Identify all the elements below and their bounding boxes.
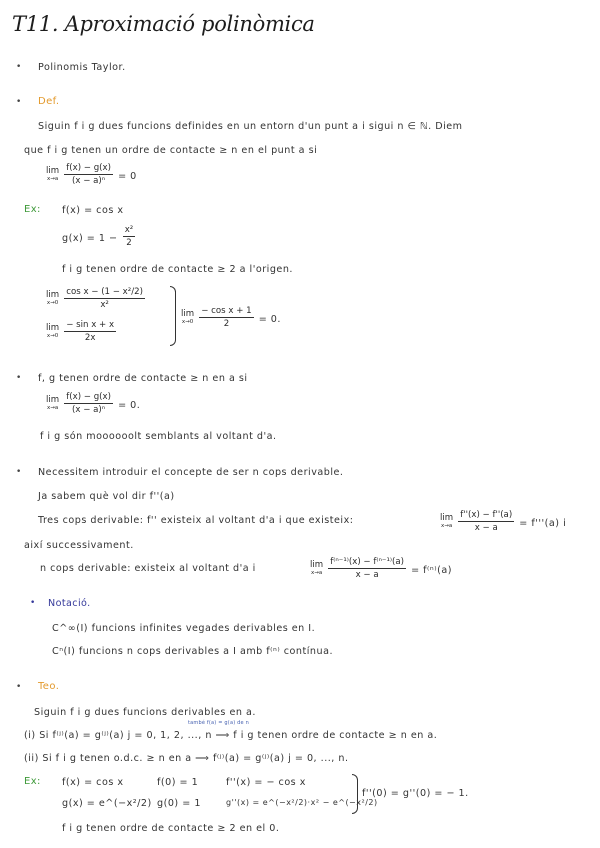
page-title: T11. Aproximació polinòmica (12, 12, 315, 36)
derivability-intro: Necessitem introduir el concepte de ser n cops derivable. (38, 467, 344, 478)
contact-limit: lim x→a $\frac{f(x) - g(x)}{\text{(x − a)ⁿ}}$ = 0. (46, 392, 141, 415)
example2-conclusion: f i g tenen ordre de contacte ≥ 2 en el 0. (62, 823, 280, 834)
similarity-note: f i g són moooooolt semblants al voltant d'a. (40, 431, 277, 442)
bullet-dot: • (16, 373, 22, 383)
bullet-dot: • (16, 97, 22, 107)
theorem-margin-note: també f(a) = g(a) de n (188, 720, 249, 726)
bullet-dot: • (30, 598, 36, 608)
bullet-dot: • (16, 62, 22, 72)
notation-label: Notació. (48, 598, 91, 609)
bullet-dot: • (16, 682, 22, 692)
right-brace (170, 286, 176, 346)
n-times-derivable: n cops derivable: existeix al voltant d'a i (40, 563, 256, 574)
definition-text-line2: que f i g tenen un ordre de contacte ≥ n en el punt a si (24, 145, 318, 156)
example-label: Ex: (24, 776, 41, 787)
example-label: Ex: (24, 204, 41, 215)
theorem-part-ii: (ii) Si f i g tenen o.d.c. ≥ n en a ⟹ f⁽ʲ⁾(a) = g⁽ʲ⁾(a) j = 0, ..., n. (24, 753, 349, 764)
example2-f: f(x) = cos x (62, 777, 124, 788)
example-limit-3: lim x→0 $\frac{\text{− cos x + 1}}{2}$ = 0. (181, 306, 281, 329)
theorem-label: Teo. (38, 681, 60, 692)
second-derivative-note: Ja sabem què vol dir f''(a) (38, 491, 175, 502)
limit-operator: lim x→a (46, 165, 60, 182)
notation-c-n: Cⁿ(I) funcions n cops derivables a I amb f⁽ⁿ⁾ contínua. (52, 646, 334, 657)
right-brace (352, 774, 358, 814)
example-limit-1: lim x→0 $\frac{\text{cos x − (1 − x²/2)}}{\text{x²}}$ (46, 287, 143, 310)
example2-g0: g(0) = 1 (157, 798, 201, 809)
example-contact-statement: f i g tenen ordre de contacte ≥ 2 a l'origen. (62, 264, 293, 275)
example-f: f(x) = cos x (62, 205, 124, 216)
contact-statement: f, g tenen ordre de contacte ≥ n en a si (38, 373, 248, 384)
definition-text-line1: Siguin f i g dues funcions definides en un entorn d'un punt a i sigui n ∈ ℕ. Diem (38, 121, 463, 132)
three-times-limit: lim x→a $\frac{f''(x) - f''(a)}{x - a}$ = f'''(a) i (440, 510, 567, 533)
limit-fraction: $\frac{f(x) - g(x)}{\text{(x − a)ⁿ}}$ (66, 163, 111, 186)
theorem-part-i: (i) Si f⁽ʲ⁾(a) = g⁽ʲ⁾(a) j = 0, 1, 2, ..., n ⟹ f i g tenen ordre de contacte ≥ n en a. (24, 730, 438, 741)
example2-result: f''(0) = g''(0) = − 1. (362, 788, 469, 799)
example2-f0: f(0) = 1 (157, 777, 199, 788)
example-limit-2: lim x→0 $\frac{\text{− sin x + x}}{2x}$ (46, 320, 115, 343)
n-times-limit: lim x→a $\frac{\text{f⁽ⁿ⁻¹⁾(x) − f⁽ⁿ⁻¹⁾(a)}}{x - a}$ = f⁽ⁿ⁾(a) (310, 557, 452, 580)
example2-g2: g''(x) = e^(−x²/2)·x² − e^(−x²/2) (226, 798, 378, 807)
notation-c-infinity: C^∞(I) funcions infinites vegades derivables en I. (52, 623, 316, 634)
section-heading: Polinomis Taylor. (38, 62, 126, 73)
and-so-on: així successivament. (24, 540, 134, 551)
theorem-intro: Siguin f i g dues funcions derivables en a. (34, 707, 256, 718)
three-times-derivable: Tres cops derivable: f'' existeix al voltant d'a i que existeix: (38, 515, 354, 526)
bullet-dot: • (16, 467, 22, 477)
example2-f2: f''(x) = − cos x (226, 777, 306, 788)
definition-limit: lim x→a $\frac{f(x) - g(x)}{\text{(x − a)ⁿ}}$ = 0 (46, 163, 137, 186)
definition-label: Def. (38, 96, 60, 107)
example2-g: g(x) = e^(−x²/2) (62, 798, 152, 809)
example-g: g(x) = 1 − $\frac{\text{x²}}{2}$ (62, 225, 134, 248)
